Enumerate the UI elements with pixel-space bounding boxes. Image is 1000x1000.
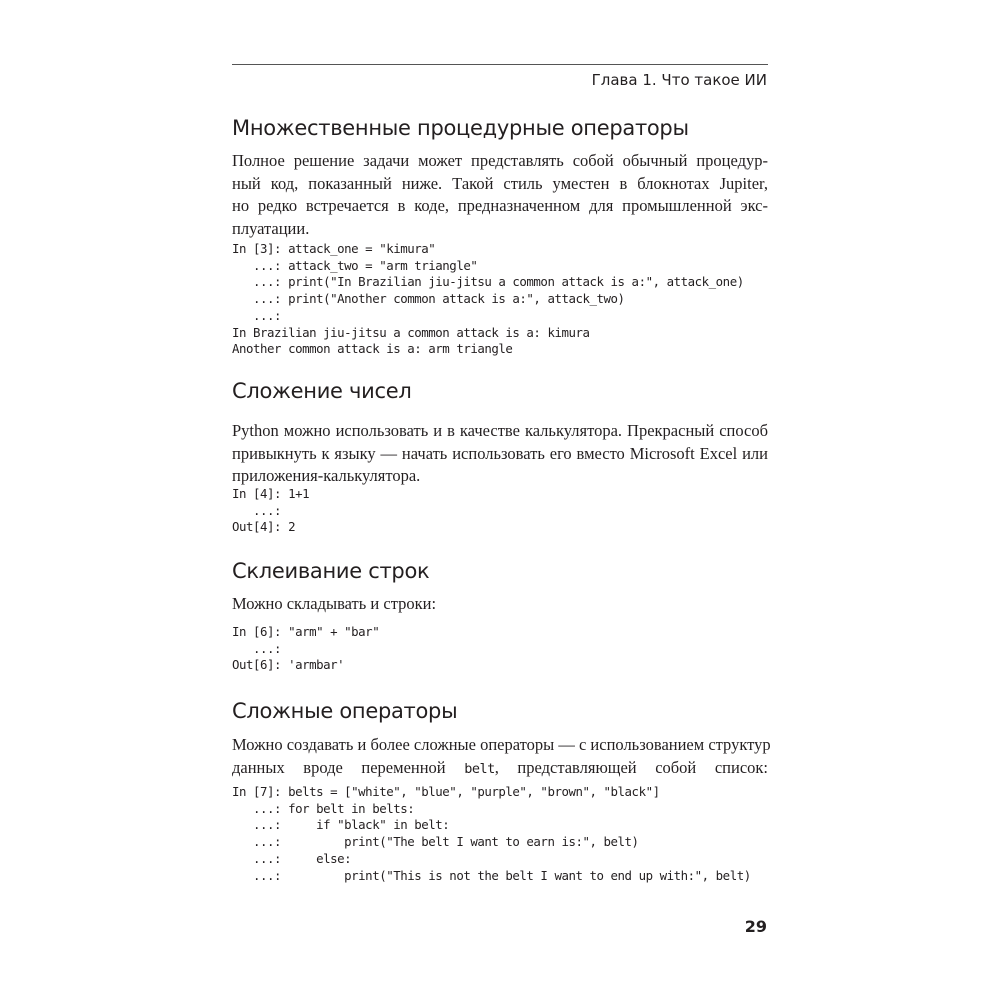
paragraph-line: плуатации. bbox=[232, 218, 310, 238]
paragraph bbox=[232, 150, 768, 240]
text: , представляющей собой список: bbox=[494, 757, 768, 777]
code-line: ...: bbox=[232, 640, 282, 656]
section-heading: Множественные процедурные операторы bbox=[232, 116, 689, 140]
code-block bbox=[232, 241, 744, 358]
code-line: ...: print("Another common attack is a:", attack_two) bbox=[232, 291, 625, 307]
paragraph-line: Python можно использовать и в качестве калькулятора. Прекрасный способ bbox=[232, 421, 768, 440]
code-line: ...: print("The belt I want to earn is:", belt) bbox=[232, 834, 639, 850]
code-line: In [6]: "arm" + "bar" bbox=[232, 624, 380, 639]
section-heading: Сложные операторы bbox=[232, 699, 458, 723]
code-line: In [4]: 1+1 bbox=[232, 486, 310, 501]
text: данных вроде переменной bbox=[232, 757, 465, 777]
paragraph-line: Можно создавать и более сложные операторы — с использованием структур bbox=[232, 735, 771, 754]
section-heading: Склеивание строк bbox=[232, 559, 430, 583]
paragraph-line: привыкнуть к языку — начать использовать его вместо Microsoft Excel или bbox=[232, 443, 768, 463]
paragraph bbox=[232, 420, 768, 488]
code-line: ...: print("This is not the belt I want to end up with:", belt) bbox=[232, 867, 751, 883]
code-line: In [7]: belts = ["white", "blue", "purple", "brown", "black"] bbox=[232, 784, 660, 799]
code-line: In Brazilian jiu-jitsu a common attack is a: kimura bbox=[232, 324, 590, 340]
paragraph-line: но редко встречается в коде, предназначенном для промышленной экс- bbox=[232, 196, 768, 215]
paragraph bbox=[232, 593, 768, 616]
paragraph bbox=[232, 734, 771, 779]
code-line: Out[4]: 2 bbox=[232, 519, 296, 535]
paragraph-line: Можно складывать и строки: bbox=[232, 594, 437, 613]
running-header: Глава 1. Что такое ИИ bbox=[591, 71, 767, 89]
code-line: ...: if "black" in belt: bbox=[232, 817, 450, 833]
code-block bbox=[232, 784, 751, 884]
code-block bbox=[232, 486, 309, 536]
paragraph-line bbox=[232, 757, 768, 780]
code-line: ...: attack_two = "arm triangle" bbox=[232, 257, 478, 273]
header-rule bbox=[232, 64, 768, 65]
page-number: 29 bbox=[744, 917, 767, 936]
code-line: ...: else: bbox=[232, 850, 352, 866]
paragraph-line: ный код, показанный ниже. Такой стиль уместен в блокнотах Jupiter, bbox=[232, 173, 768, 193]
section-heading: Сложение чисел bbox=[232, 379, 412, 403]
paragraph-line: Полное решение задачи может представлять собой обычный процедур- bbox=[232, 151, 768, 170]
code-line: Out[6]: 'armbar' bbox=[232, 657, 345, 673]
code-line: ...: bbox=[232, 502, 282, 518]
code-line: ...: for belt in belts: bbox=[232, 800, 415, 816]
code-line: In [3]: attack_one = "kimura" bbox=[232, 241, 436, 256]
code-line: ...: bbox=[232, 307, 282, 323]
inline-code: belt bbox=[464, 760, 495, 777]
code-line: ...: print("In Brazilian jiu-jitsu a common attack is a:", attack_one) bbox=[232, 274, 744, 290]
paragraph-line: приложения-калькулятора. bbox=[232, 466, 421, 485]
code-block bbox=[232, 624, 379, 674]
code-line: Another common attack is a: arm triangle bbox=[232, 341, 513, 357]
